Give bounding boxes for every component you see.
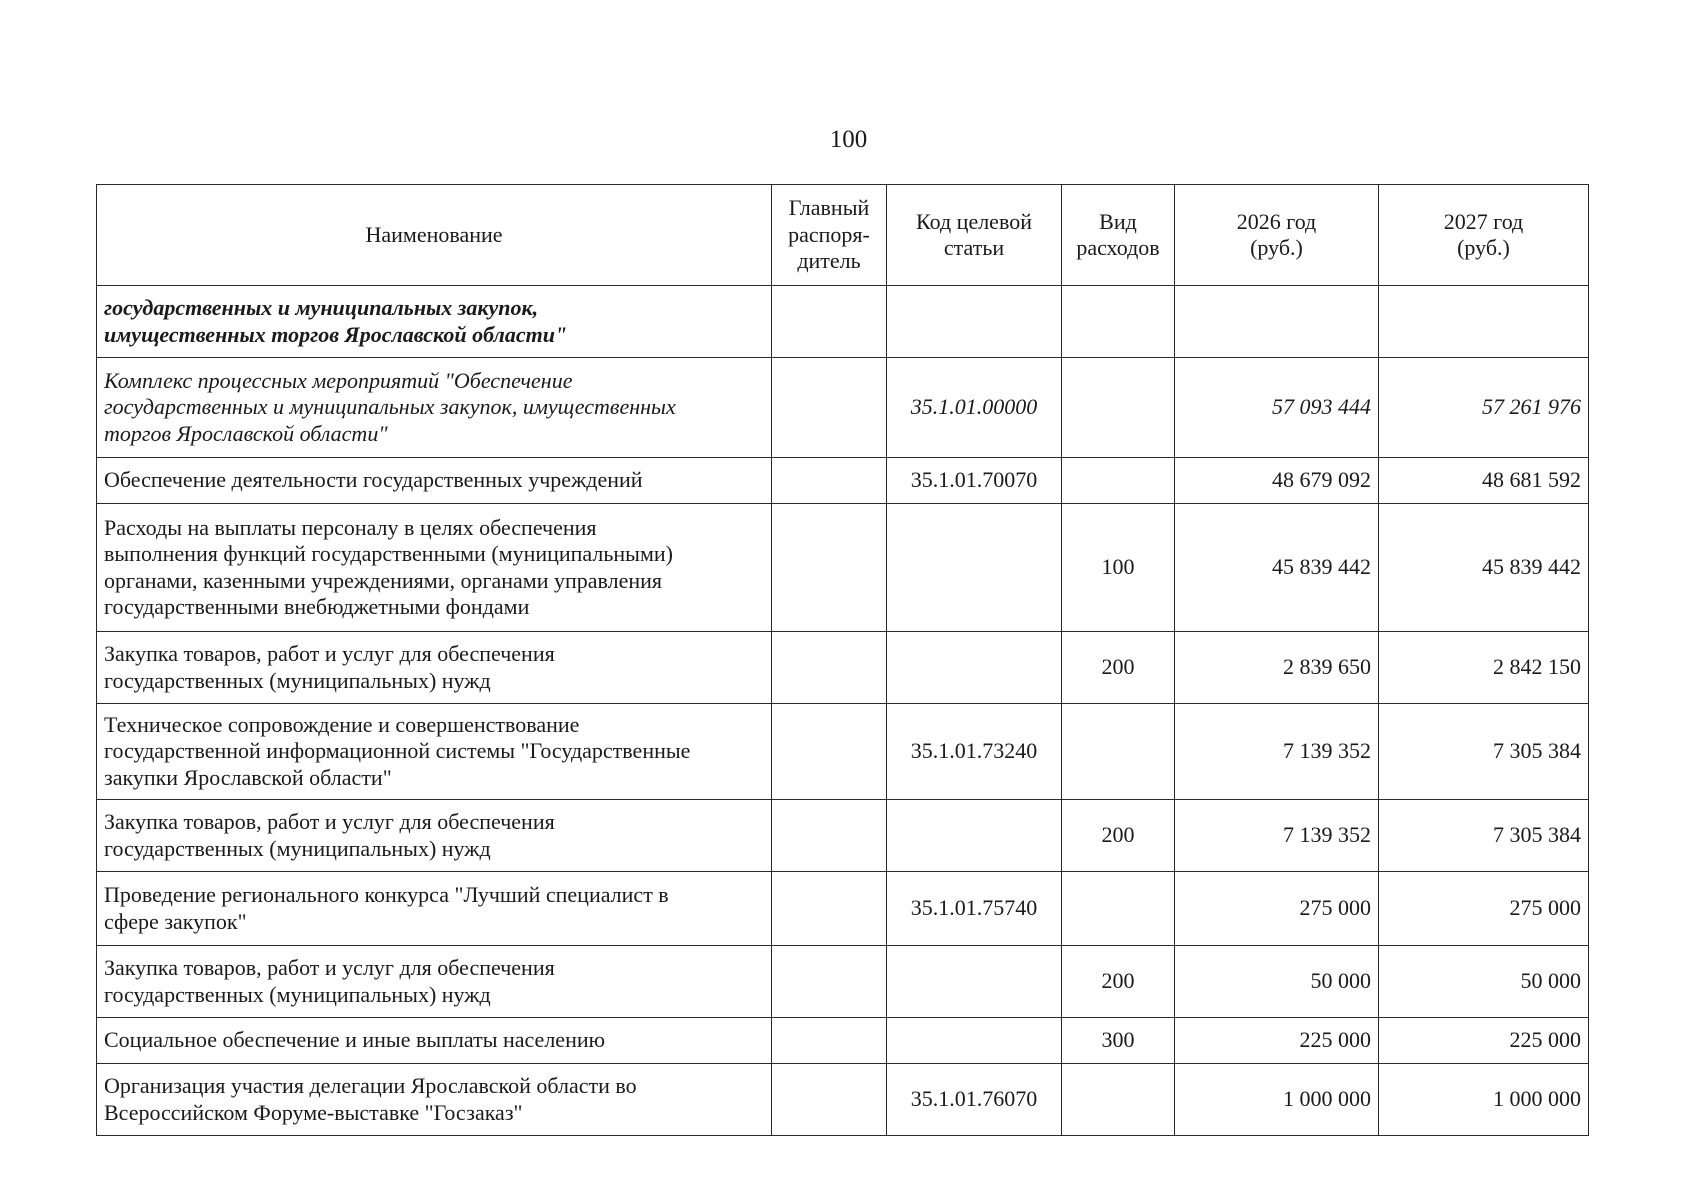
year-2026-cell: 1 000 000 xyxy=(1175,1064,1379,1136)
year-2027-cell: 48 681 592 xyxy=(1379,458,1589,504)
row-name-cell xyxy=(97,286,772,358)
year-2027-cell: 7 305 384 xyxy=(1379,704,1589,800)
target-code-cell: 35.1.01.70070 xyxy=(887,458,1062,504)
year-2027-cell: 57 261 976 xyxy=(1379,358,1589,458)
main-manager-cell xyxy=(772,1064,887,1136)
expense-type-cell xyxy=(1062,458,1175,504)
row-name-line: государственных и муниципальных закупок, имущественных xyxy=(104,394,676,420)
row-name-line: Расходы на выплаты персоналу в целях обеспечения xyxy=(104,514,597,540)
row-name-line: торгов Ярославской области" xyxy=(104,420,388,446)
expense-type-cell xyxy=(1062,1064,1175,1136)
row-name-line: сфере закупок" xyxy=(104,908,247,934)
row-name-line: государственными внебюджетными фондами xyxy=(104,593,530,619)
header-main-manager-line: распоря- xyxy=(788,221,870,247)
target-code-cell xyxy=(887,632,1062,704)
row-name-line: Обеспечение деятельности государственных учреждений xyxy=(104,467,643,493)
row-name-line: Закупка товаров, работ и услуг для обеспечения xyxy=(104,809,555,835)
year-2026-cell: 7 139 352 xyxy=(1175,704,1379,800)
header-target-code xyxy=(887,185,1062,286)
header-expense-type-line: Вид xyxy=(1099,208,1137,234)
main-manager-cell xyxy=(772,946,887,1018)
table-row xyxy=(97,504,1589,632)
header-expense-type-line: расходов xyxy=(1076,235,1160,260)
header-year-2027-line: (руб.) xyxy=(1457,235,1510,260)
header-main-manager-line: дитель xyxy=(797,248,861,274)
table-row xyxy=(97,632,1589,704)
year-2027-cell xyxy=(1379,286,1589,358)
row-name-line: Закупка товаров, работ и услуг для обеспечения xyxy=(104,955,555,981)
expense-type-cell xyxy=(1062,872,1175,946)
table-row xyxy=(97,872,1589,946)
main-manager-cell xyxy=(772,286,887,358)
year-2026-cell: 48 679 092 xyxy=(1175,458,1379,504)
row-name-cell xyxy=(97,946,772,1018)
page-number: 100 xyxy=(829,126,868,153)
expense-type-cell: 100 xyxy=(1062,504,1175,632)
header-target-code-line: статьи xyxy=(943,235,1005,260)
row-name-cell xyxy=(97,704,772,800)
row-name-line: государственных (муниципальных) нужд xyxy=(104,835,491,861)
main-manager-cell xyxy=(772,800,887,872)
target-code-cell xyxy=(887,1018,1062,1064)
header-main-manager-line: Главный xyxy=(788,195,870,221)
header-name: Наименование xyxy=(97,185,772,286)
target-code-cell xyxy=(887,800,1062,872)
target-code-cell xyxy=(887,286,1062,358)
row-name-cell xyxy=(97,358,772,458)
table-body xyxy=(97,286,1589,1136)
row-name-line: Закупка товаров, работ и услуг для обеспечения xyxy=(104,641,555,667)
year-2027-cell: 1 000 000 xyxy=(1379,1064,1589,1136)
target-code-cell xyxy=(887,504,1062,632)
header-target-code-line: Код целевой xyxy=(916,208,1032,234)
header-year-2026 xyxy=(1175,185,1379,286)
row-name-cell xyxy=(97,458,772,504)
year-2027-cell: 45 839 442 xyxy=(1379,504,1589,632)
main-manager-cell xyxy=(772,504,887,632)
year-2026-cell: 57 093 444 xyxy=(1175,358,1379,458)
target-code-cell: 35.1.01.73240 xyxy=(887,704,1062,800)
expense-type-cell: 200 xyxy=(1062,632,1175,704)
table-row xyxy=(97,1064,1589,1136)
table-row xyxy=(97,800,1589,872)
row-name-line: Организация участия делегации Ярославской области во xyxy=(104,1073,637,1099)
year-2027-cell: 275 000 xyxy=(1379,872,1589,946)
year-2027-cell: 2 842 150 xyxy=(1379,632,1589,704)
header-year-2027 xyxy=(1379,185,1589,286)
budget-table xyxy=(96,184,1589,1136)
expense-type-cell xyxy=(1062,704,1175,800)
row-name-line: Всероссийском Форуме-выставке "Госзаказ" xyxy=(104,1099,523,1125)
row-name-cell xyxy=(97,504,772,632)
row-name-line: Комплекс процессных мероприятий "Обеспечение xyxy=(104,367,573,393)
header-year-2026-line: 2026 год xyxy=(1236,208,1317,234)
header-year-2027-line: 2027 год xyxy=(1443,208,1524,234)
table-row xyxy=(97,946,1589,1018)
row-name-line: Социальное обеспечение и иные выплаты населению xyxy=(104,1027,606,1053)
target-code-cell: 35.1.01.00000 xyxy=(887,358,1062,458)
year-2026-cell: 50 000 xyxy=(1175,946,1379,1018)
expense-type-cell xyxy=(1062,358,1175,458)
year-2026-cell: 45 839 442 xyxy=(1175,504,1379,632)
year-2026-cell: 2 839 650 xyxy=(1175,632,1379,704)
table-row xyxy=(97,358,1589,458)
main-manager-cell xyxy=(772,1018,887,1064)
table-row xyxy=(97,704,1589,800)
row-name-line: органами, казенными учреждениями, органами управления xyxy=(104,567,663,593)
row-name-line: государственных (муниципальных) нужд xyxy=(104,667,491,693)
table-row xyxy=(97,1018,1589,1064)
row-name-line: закупки Ярославской области" xyxy=(104,764,392,790)
row-name-cell xyxy=(97,632,772,704)
table-row xyxy=(97,458,1589,504)
row-name-line: Техническое сопровождение и совершенствование xyxy=(104,711,580,737)
table-header-row xyxy=(97,185,1589,286)
main-manager-cell xyxy=(772,632,887,704)
year-2026-cell xyxy=(1175,286,1379,358)
header-expense-type xyxy=(1062,185,1175,286)
target-code-cell xyxy=(887,946,1062,1018)
row-name-cell xyxy=(97,1064,772,1136)
year-2026-cell: 225 000 xyxy=(1175,1018,1379,1064)
target-code-cell: 35.1.01.75740 xyxy=(887,872,1062,946)
main-manager-cell xyxy=(772,872,887,946)
main-manager-cell xyxy=(772,358,887,458)
row-name-line: государственных и муниципальных закупок, xyxy=(104,295,539,321)
main-manager-cell xyxy=(772,704,887,800)
main-manager-cell xyxy=(772,458,887,504)
row-name-cell xyxy=(97,800,772,872)
header-year-2026-line: (руб.) xyxy=(1250,235,1303,260)
row-name-line: имущественных торгов Ярославской области" xyxy=(104,321,568,347)
row-name-cell xyxy=(97,1018,772,1064)
header-main-manager xyxy=(772,185,887,286)
table-row xyxy=(97,286,1589,358)
row-name-line: государственной информационной системы "Государственные xyxy=(104,738,691,764)
row-name-line: выполнения функций государственными (муниципальными) xyxy=(104,541,673,567)
year-2027-cell: 225 000 xyxy=(1379,1018,1589,1064)
expense-type-cell: 300 xyxy=(1062,1018,1175,1064)
row-name-cell xyxy=(97,872,772,946)
year-2027-cell: 50 000 xyxy=(1379,946,1589,1018)
expense-type-cell xyxy=(1062,286,1175,358)
expense-type-cell: 200 xyxy=(1062,946,1175,1018)
year-2027-cell: 7 305 384 xyxy=(1379,800,1589,872)
expense-type-cell: 200 xyxy=(1062,800,1175,872)
target-code-cell: 35.1.01.76070 xyxy=(887,1064,1062,1136)
year-2026-cell: 7 139 352 xyxy=(1175,800,1379,872)
year-2026-cell: 275 000 xyxy=(1175,872,1379,946)
row-name-line: Проведение регионального конкурса "Лучший специалист в xyxy=(104,882,669,908)
row-name-line: государственных (муниципальных) нужд xyxy=(104,981,491,1007)
